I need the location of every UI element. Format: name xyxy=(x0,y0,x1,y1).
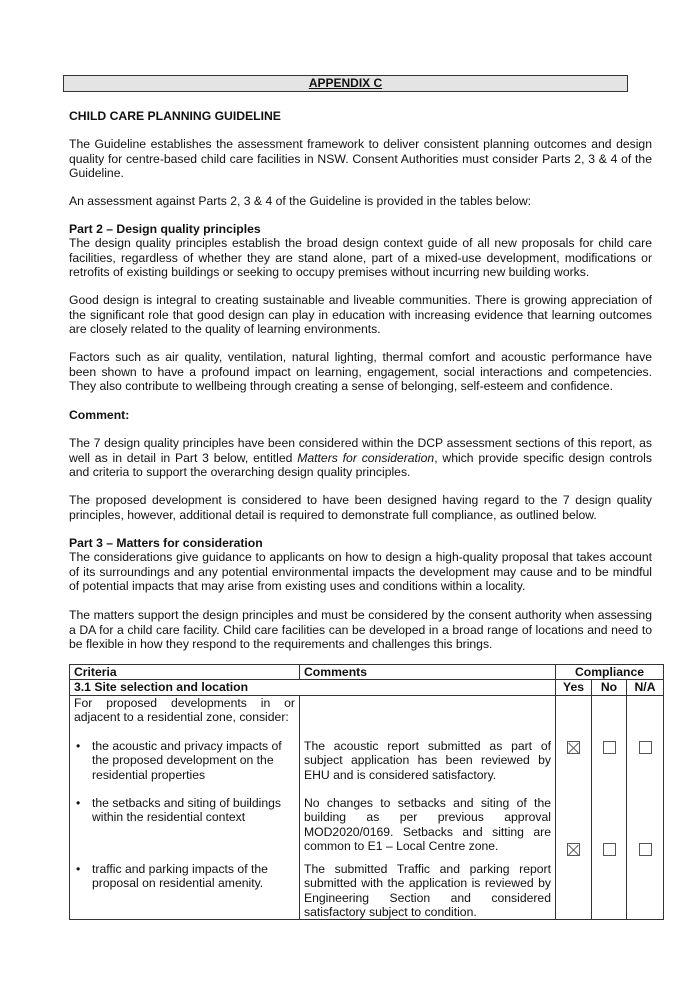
compliance-table xyxy=(69,664,664,920)
na-checkbox[interactable] xyxy=(639,843,652,856)
yes-cell xyxy=(556,695,592,919)
no-cell xyxy=(592,695,627,919)
part2-heading: Part 2 – Design quality principles xyxy=(69,222,261,236)
criteria-item: • the acoustic and privacy impacts of the proposed development on the residential properties xyxy=(76,738,282,782)
comment-paragraph-2: The proposed development is considered to have been designed having regard to the 7 design quality principles, however, additional detail is required to demonstrate full compliance, as outlined below. xyxy=(69,493,652,522)
intro-assessment-line: An assessment against Parts 2, 3 & 4 of the Guideline is provided in the tables below: xyxy=(69,194,532,208)
part2-paragraph-2: Good design is integral to creating sustainable and liveable communities. There is growing appreciation of the significant role that good design can play in education with increasing evidence that learning outcomes are closely related to the quality of learning environments. xyxy=(69,293,652,337)
part3-paragraph-2: The matters support the design principles and must be considered by the consent authority when assessing a DA for a child care facility. Child care facilities can be developed in a broad range of locations and need to be flexible in how they respond to the requirements and challenges this brings. xyxy=(69,608,652,652)
comment-text: The acoustic report submitted as part of subject application has been reviewed by EHU and is considered satisfactory. xyxy=(304,738,551,782)
criteria-header: Criteria xyxy=(70,665,300,680)
no-header: No xyxy=(592,680,627,695)
criteria-item: • traffic and parking impacts of the proposal on residential amenity. xyxy=(76,861,268,891)
appendix-title: APPENDIX C xyxy=(63,75,628,92)
compliance-header: Compliance xyxy=(556,665,664,680)
comment-heading: Comment: xyxy=(69,408,130,422)
part3-paragraph-1: The considerations give guidance to applicants on how to design a high-quality proposal that takes account of its surroundings and any potential environmental impacts the development may cause and to be mindful of potential impacts that may arise from existing uses and conditions within a locality. xyxy=(69,550,652,594)
yes-checkbox[interactable] xyxy=(567,843,580,856)
comment-paragraph-1: The 7 design quality principles have been considered within the DCP assessment sections of this report, as well as in detail in Part 3 below, entitled Matters for consideration, which provide specific design controls and criteria to support the overarching design quality principles. xyxy=(69,436,652,480)
section-heading: 3.1 Site selection and location xyxy=(70,680,556,695)
part3-heading: Part 3 – Matters for consideration xyxy=(69,536,263,550)
criteria-text: traffic and parking impacts of the proposal on residential amenity. xyxy=(92,861,268,891)
criteria-text: the setbacks and siting of buildings within the residential context xyxy=(92,795,282,825)
part2-paragraph-1: The design quality principles establish the broad design context guide of all new proposals for child care facilities, regardless of whether they are stand alone, part of a mixed-use development, modifications or retrofits of existing buildings or seeking to occupy premises without incurring new building works. xyxy=(69,236,652,280)
na-cell xyxy=(627,695,664,919)
criteria-cell xyxy=(70,695,300,919)
comments-header: Comments xyxy=(300,665,556,680)
part2-paragraph-3: Factors such as air quality, ventilation, natural lighting, thermal comfort and acoustic performance have been shown to have a profound impact on learning, engagement, social interactions and competencies. They also contribute to wellbeing through creating a sense of belonging, self-esteem and confidence. xyxy=(69,350,652,394)
comment-text: No changes to setbacks and siting of the building as per previous approval MOD2020/0169. Setbacks and sitting are common to E1 – Local Centre zone. xyxy=(304,795,551,854)
criteria-text: the acoustic and privacy impacts of the proposed development on the residential properties xyxy=(92,738,282,782)
comment-text: The submitted Traffic and parking report submitted with the application is reviewed by Engineering Section and considered satisfactory subject to condition. xyxy=(304,861,551,920)
comments-cell xyxy=(300,695,556,919)
na-header: N/A xyxy=(627,680,664,695)
no-checkbox[interactable] xyxy=(603,741,616,754)
doc-title: CHILD CARE PLANNING GUIDELINE xyxy=(69,109,281,123)
yes-checkbox[interactable] xyxy=(567,741,580,754)
criteria-item: • the setbacks and siting of buildings within the residential context xyxy=(76,795,282,825)
yes-header: Yes xyxy=(556,680,592,695)
intro-paragraph: The Guideline establishes the assessment framework to deliver consistent planning outcomes and design quality for centre-based child care facilities in NSW. Consent Authorities must consider Parts 2, 3 & 4 of the Guideline. xyxy=(69,137,652,181)
no-checkbox[interactable] xyxy=(603,843,616,856)
criteria-intro: For proposed developments in or adjacent to a residential zone, consider: xyxy=(74,695,295,725)
na-checkbox[interactable] xyxy=(639,741,652,754)
